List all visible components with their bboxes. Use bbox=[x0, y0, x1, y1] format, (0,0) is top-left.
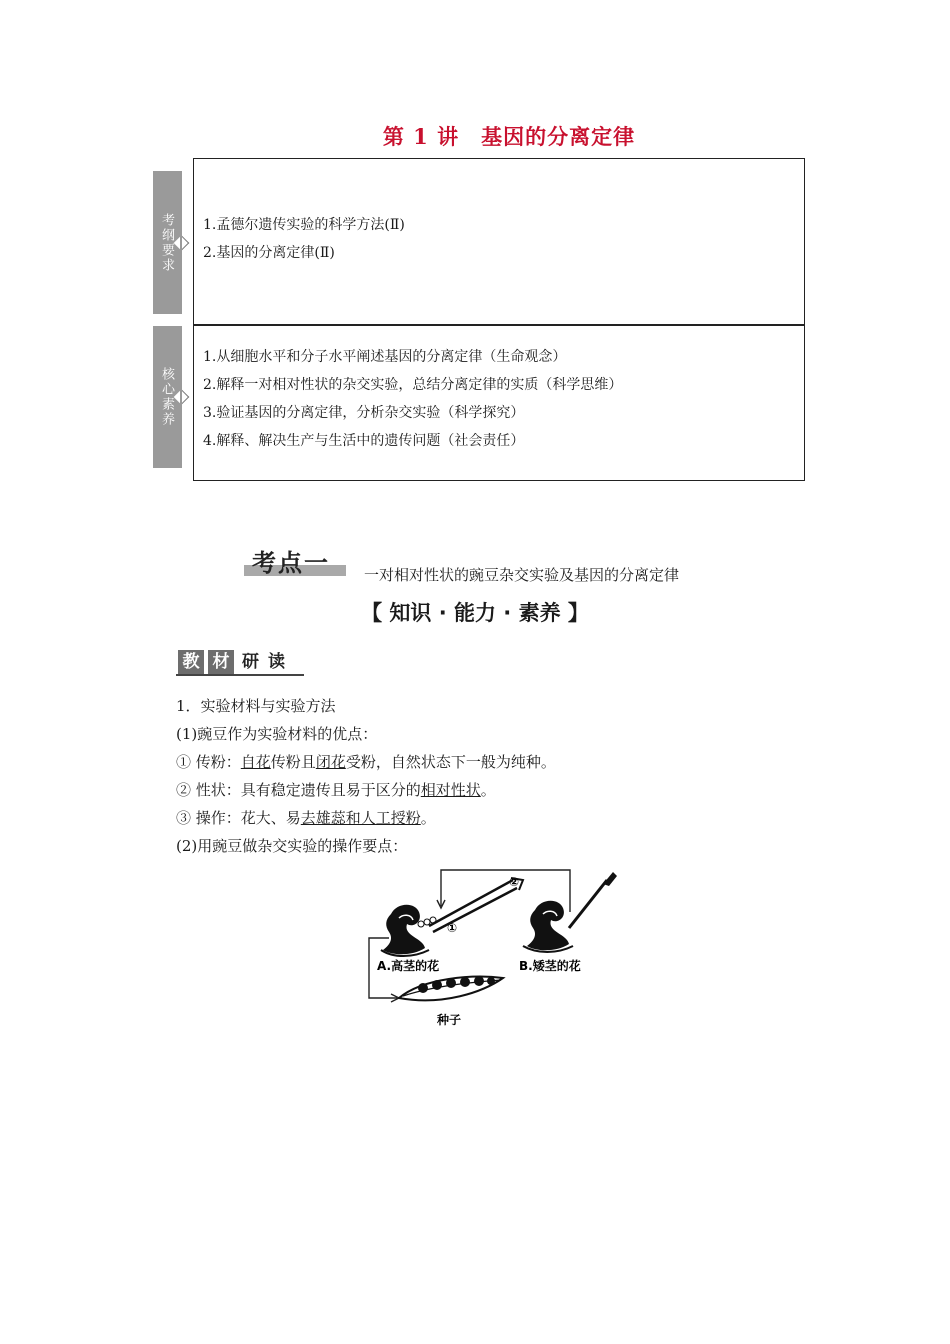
text-segment: 。 bbox=[420, 809, 436, 827]
section-banner-text: 考点一 bbox=[252, 549, 330, 577]
section-heading: 【 知识 · 能力 · 素养 】 bbox=[361, 601, 589, 625]
requirement-item: 2.基因的分离定律(Ⅱ) bbox=[203, 245, 335, 261]
content-subheading: (1)豌豆作为实验材料的优点： bbox=[176, 725, 378, 743]
text-segment: ① 传粉： bbox=[176, 753, 241, 771]
requirement-item: 1.孟德尔遗传实验的科学方法(Ⅱ) bbox=[203, 217, 405, 233]
literacy-item: 4.解释、解决生产与生活中的遗传问题（社会责任） bbox=[203, 433, 525, 449]
reading-banner-char: 教 bbox=[178, 650, 204, 674]
section-banner bbox=[244, 543, 346, 576]
content-point-traits bbox=[176, 780, 496, 800]
literacy-tab-label: 核心素养 bbox=[159, 367, 174, 427]
reading-banner bbox=[176, 650, 304, 678]
seed-label: 种子 bbox=[437, 1013, 462, 1026]
content-point-pollination bbox=[176, 752, 556, 772]
requirements-tab-bar bbox=[180, 171, 182, 314]
reading-banner-char: 材 bbox=[208, 650, 234, 674]
requirements-tab bbox=[153, 171, 180, 314]
underlined-term: 去雄蕊和人工授粉 bbox=[300, 809, 421, 827]
text-segment: ③ 操作：花大、易 bbox=[176, 809, 301, 827]
content-point-operation bbox=[176, 808, 436, 828]
literacy-tab bbox=[153, 326, 180, 468]
text-segment: 。 bbox=[480, 781, 496, 799]
cross-pollination-figure bbox=[363, 866, 623, 1026]
literacy-item: 2.解释一对相对性状的杂交实验，总结分离定律的实质（科学思维） bbox=[203, 377, 623, 393]
reading-banner-char: 研 bbox=[242, 652, 259, 672]
literacy-item: 3.验证基因的分离定律，分析杂交实验（科学探究） bbox=[203, 405, 525, 421]
literacy-tab-bar bbox=[180, 326, 182, 468]
content-subheading: (2)用豌豆做杂交实验的操作要点： bbox=[176, 837, 408, 855]
flower-a-label: A.高茎的花 bbox=[377, 959, 440, 973]
literacy-box bbox=[193, 324, 805, 481]
literacy-item: 1.从细胞水平和分子水平阐述基因的分离定律（生命观念） bbox=[203, 349, 567, 365]
page-title: 第 1 讲 基因的分离定律 bbox=[382, 124, 636, 149]
underlined-term: 自花 bbox=[240, 753, 271, 771]
content-heading: 1．实验材料与实验方法 bbox=[176, 697, 336, 715]
brush-icon bbox=[569, 872, 617, 928]
reading-banner-underline bbox=[176, 674, 304, 676]
pea-pod-icon bbox=[399, 976, 503, 1000]
underlined-term: 相对性状 bbox=[420, 781, 481, 799]
text-segment: ② 性状：具有稳定遗传且易于区分的 bbox=[176, 781, 421, 799]
section-subtitle: 一对相对性状的豌豆杂交实验及基因的分离定律 bbox=[364, 566, 680, 584]
reading-banner-char: 读 bbox=[268, 652, 285, 672]
text-segment: 传粉且 bbox=[270, 753, 316, 771]
flower-a-icon bbox=[381, 905, 436, 956]
text-segment: 受粉，自然状态下一般为纯种。 bbox=[345, 753, 556, 771]
underlined-term: 闭花 bbox=[315, 753, 346, 771]
requirements-box bbox=[193, 158, 805, 326]
flower-b-icon bbox=[523, 901, 573, 952]
step-2-label: ② bbox=[509, 875, 520, 889]
flower-b-label: B.矮茎的花 bbox=[519, 959, 581, 973]
step-1-label: ① bbox=[447, 921, 458, 935]
requirements-tab-label: 考纲要求 bbox=[159, 212, 174, 273]
